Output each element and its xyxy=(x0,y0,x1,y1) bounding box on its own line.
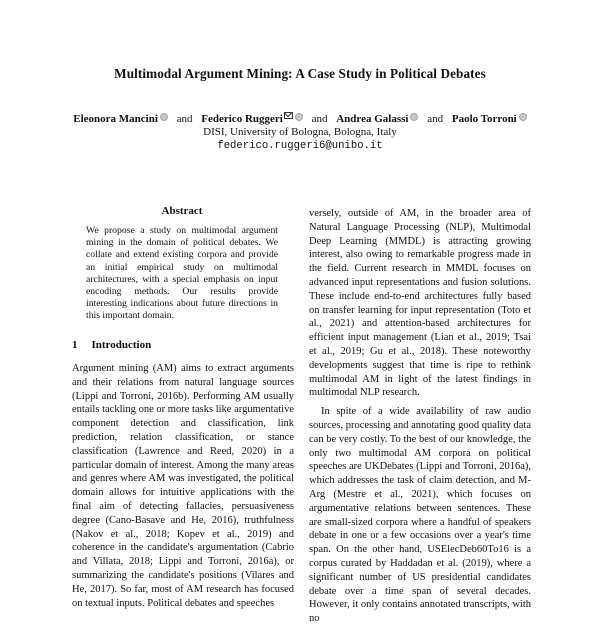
author-name: Paolo Torroni xyxy=(451,113,517,125)
author-name: Andrea Galassi xyxy=(336,113,409,125)
author-name: Federico Ruggeri xyxy=(201,113,283,125)
author-separator: and xyxy=(176,113,193,125)
section-number: 1 xyxy=(72,339,78,351)
author-name: Eleonora Mancini xyxy=(73,113,158,125)
orcid-icon[interactable] xyxy=(410,113,418,121)
author-separator: and xyxy=(427,113,444,125)
section-heading xyxy=(72,339,151,351)
abstract-text: We propose a study on multimodal argument mining in the domain of political debates. We collate and extend existing corpora and provide an initial empirical study on multimodal architectures, with a special emphasis on input encoding methods. Our results provide interesting indications about future directions in this important domain. xyxy=(86,225,278,322)
envelope-icon[interactable] xyxy=(284,112,293,119)
orcid-icon[interactable] xyxy=(295,113,303,121)
body-column-left xyxy=(72,362,294,610)
paper-title: Multimodal Argument Mining: A Case Study in Political Debates xyxy=(114,66,486,81)
affiliation: DISI, University of Bologna, Bologna, Italy xyxy=(203,126,397,138)
orcid-icon[interactable] xyxy=(160,113,168,121)
body-paragraph: versely, outside of AM, in the broader area of Natural Language Processing (NLP), Multimodal Deep Learning (MMDL) is attracting growing interest, also owing to remarkable progress made in the field. Current research in MMDL focuses on advanced input representations and fusion solutions. These include end-to-end architectures fully based on transfer learning for input representation (Toto et al., 2021) and attention-based architectures for efficient input management (Lian et al., 2019; Tsai et al., 2019; Gu et al., 2018). These noteworthy developments suggest that time is ripe to rethink multimodal AM in light of the latest findings in multimodal NLP research. xyxy=(309,208,531,399)
orcid-icon[interactable] xyxy=(519,113,527,121)
contact-email[interactable]: federico.ruggeri6@unibo.it xyxy=(217,140,383,152)
author-list xyxy=(0,112,600,125)
author-separator: and xyxy=(311,113,328,125)
body-column-right xyxy=(309,207,531,626)
body-paragraph: Argument mining (AM) aims to extract arguments and their relations from natural language sources (Lippi and Torroni, 2016b). Performing AM usually entails tackling one or more tasks like argumentative component detection and classification, link prediction, relation classification, or stance classification (Lawrence and Reed, 2020) in a particular domain of interest. Among the many areas and genres where AM was investigated, the political domain allows for intuitive applications with the final aim of detecting fallacies, persuasiveness degree (Cano-Basave and He, 2016), truthfulness (Nakov et al., 2018; Kopev et al., 2019) and coherence in the candidate's argumentation (Cabrio and Villata, 2018; Lippi and Torroni, 2016a), or summarizing the candidate's positions (Vilares and He, 2017). So far, most of AM research has focused on textual inputs. Political debates and speeches xyxy=(72,363,294,609)
body-paragraph: In spite of a wide availability of raw audio sources, processing and annotating good quality data can be very costly. To the best of our knowledge, the only two multimodal AM corpora on political speeches are UKDebates (Lippi and Torroni, 2016a), which addresses the task of claim detection, and M-Arg (Mestre et al., 2021), which focuses on argumentative relations between sentences. These are small-sized corpora where a handful of speakers debate in one or a few occasions over a year's time span. On the other hand, USElecDeb60To16 is a corpus curated by Haddadan et al. (2019), where a significant number of US presidential candidates debate over a time span of several decades. However, it only contains annotated transcripts, with no xyxy=(309,406,531,625)
abstract-heading: Abstract xyxy=(161,205,203,217)
section-title: Introduction xyxy=(91,339,152,351)
